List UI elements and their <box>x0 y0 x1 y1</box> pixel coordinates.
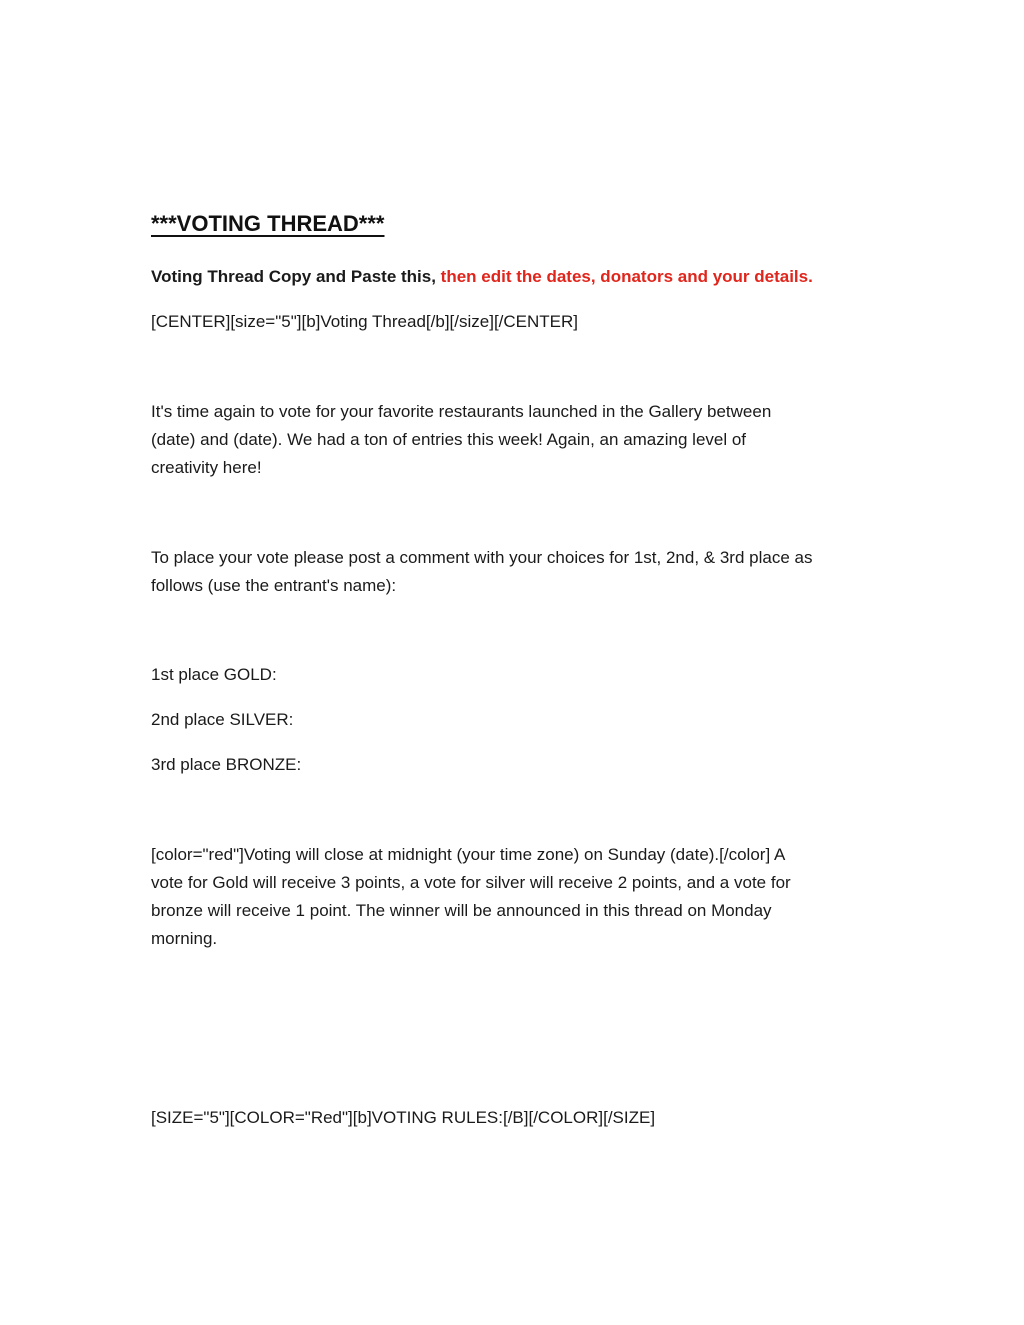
place-silver: 2nd place SILVER: <box>151 710 294 729</box>
closing-line-1: [color="red"]Voting will close at midnight (your time zone) on Sunday (date).[/color] A <box>151 845 786 864</box>
instruction-line <box>151 263 813 291</box>
rules-tag-line: [SIZE="5"][COLOR="Red"][b]VOTING RULES:[/B][/COLOR][/SIZE] <box>151 1108 656 1127</box>
instruction-red: then edit the dates, donators and your details. <box>440 267 813 286</box>
center-tag-line: [CENTER][size="5"][b]Voting Thread[/b][/size][/CENTER] <box>151 312 579 331</box>
intro-line-1: It's time again to vote for your favorite restaurants launched in the Gallery between <box>151 402 772 421</box>
closing-line-2: vote for Gold will receive 3 points, a vote for silver will receive 2 points, and a vote for <box>151 873 791 892</box>
vote-line-2: follows (use the entrant's name): <box>151 576 397 595</box>
instruction-black: Voting Thread Copy and Paste this, <box>151 267 441 286</box>
vote-line-1: To place your vote please post a comment with your choices for 1st, 2nd, & 3rd place as <box>151 548 813 567</box>
intro-line-2: (date) and (date). We had a ton of entries this week! Again, an amazing level of <box>151 430 747 449</box>
document-heading: ***VOTING THREAD*** <box>151 211 385 236</box>
closing-line-4: morning. <box>151 929 218 948</box>
place-gold: 1st place GOLD: <box>151 665 277 684</box>
place-bronze: 3rd place BRONZE: <box>151 755 302 774</box>
closing-line-3: bronze will receive 1 point. The winner will be announced in this thread on Monday <box>151 901 772 920</box>
intro-line-3: creativity here! <box>151 458 262 477</box>
